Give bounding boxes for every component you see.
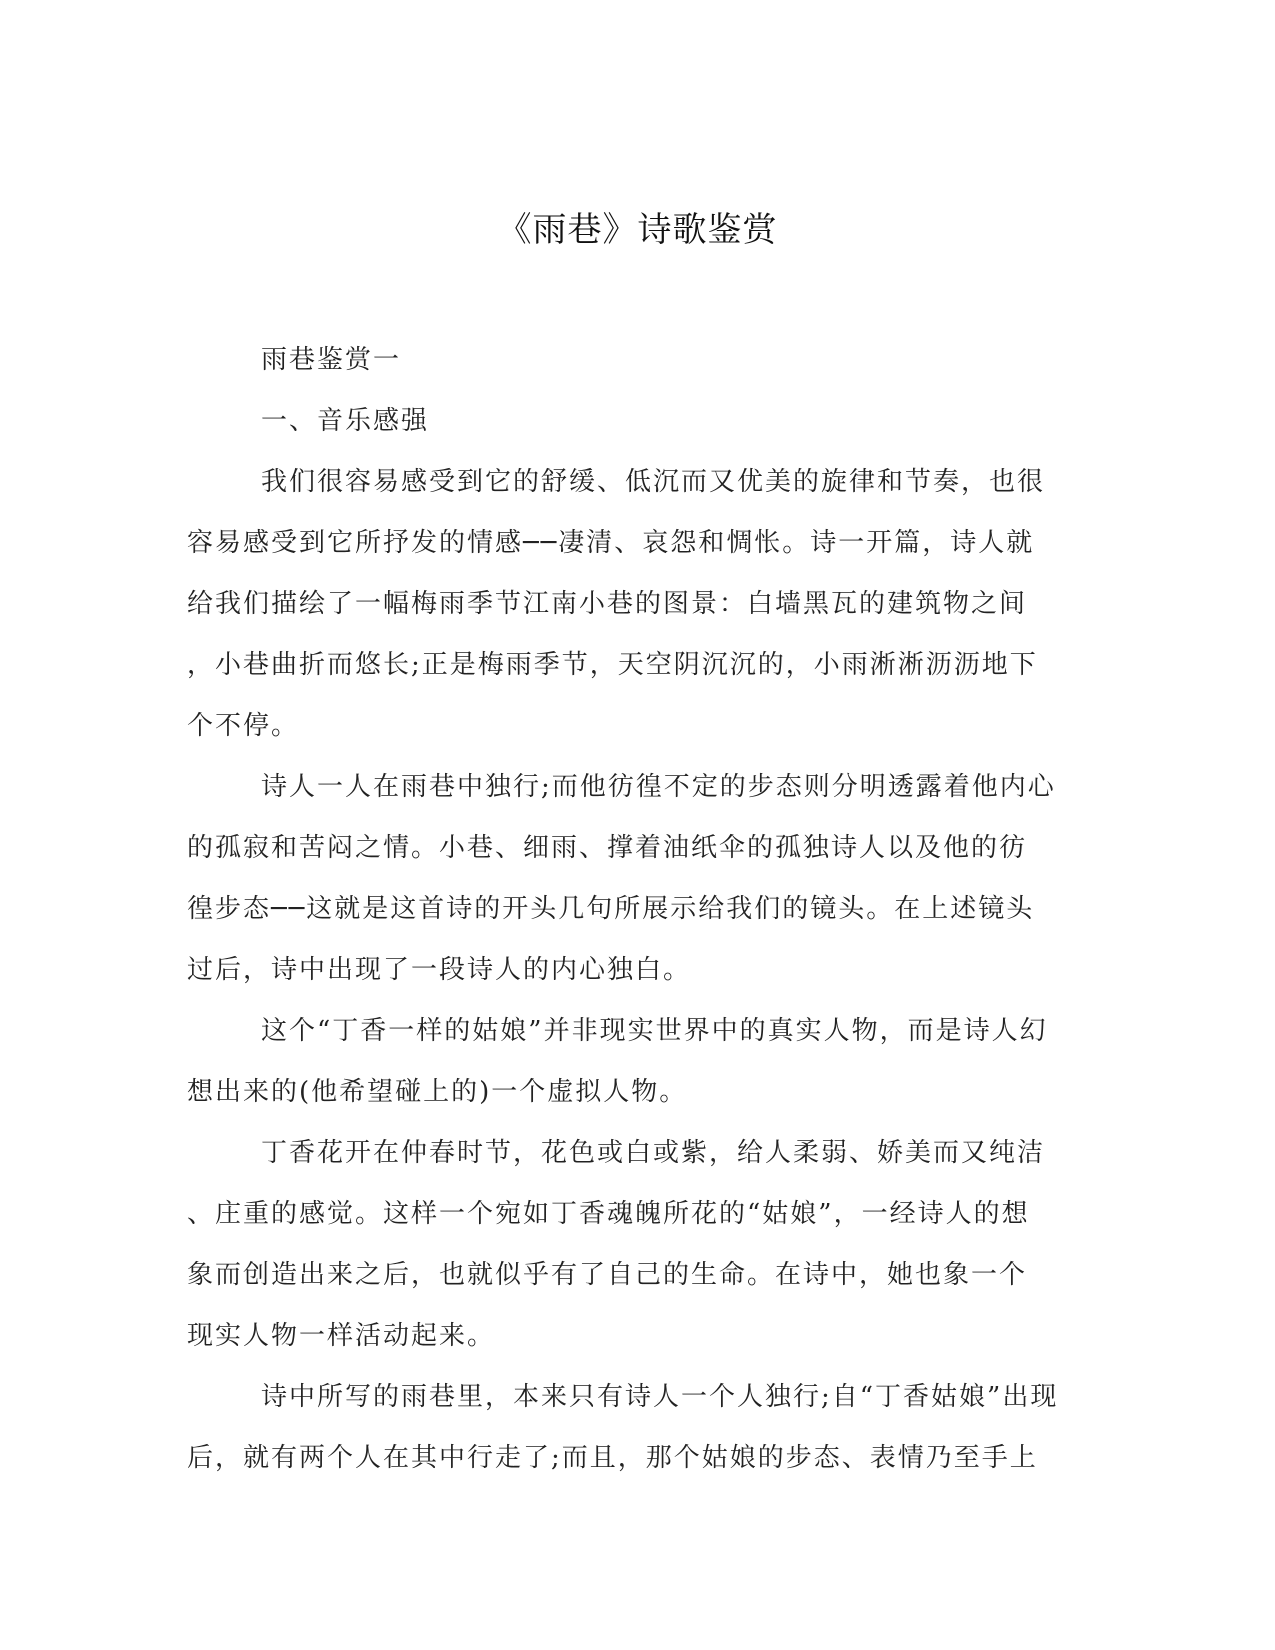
text-line: 我们很容易感受到它的舒缓、低沉而又优美的旋律和节奏，也很 bbox=[261, 467, 1046, 497]
text-line: 、庄重的感觉。这样一个宛如丁香魂魄所花的“姑娘”，一经诗人的想 bbox=[187, 1199, 1030, 1229]
text-line: 想出来的(他希望碰上的)一个虚拟人物。 bbox=[187, 1077, 688, 1107]
text-line: 的孤寂和苦闷之情。小巷、细雨、撑着油纸伞的孤独诗人以及他的彷 bbox=[187, 833, 1028, 863]
text-line: 后，就有两个人在其中行走了;而且，那个姑娘的步态、表情乃至手上 bbox=[187, 1443, 1038, 1473]
text-line: 这个“丁香一样的姑娘”并非现实世界中的真实人物，而是诗人幻 bbox=[261, 1016, 1048, 1046]
text-line: 个不停。 bbox=[187, 711, 300, 741]
text-line: 诗人一人在雨巷中独行;而他彷徨不定的步态则分明透露着他内心 bbox=[261, 772, 1056, 802]
text-line: 过后，诗中出现了一段诗人的内心独白。 bbox=[187, 955, 692, 985]
text-line: 一、音乐感强 bbox=[261, 406, 430, 436]
text-line: 给我们描绘了一幅梅雨季节江南小巷的图景：白墙黑瓦的建筑物之间 bbox=[187, 589, 1028, 619]
text-line: 丁香花开在仲春时节，花色或白或紫，给人柔弱、娇美而又纯洁 bbox=[261, 1138, 1046, 1168]
text-line: 徨步态──这就是这首诗的开头几句所展示给我们的镜头。在上述镜头 bbox=[187, 894, 1035, 924]
text-line: 雨巷鉴赏一 bbox=[261, 345, 402, 375]
text-line: 现实人物一样活动起来。 bbox=[187, 1321, 496, 1351]
page-title: 《雨巷》诗歌鉴赏 bbox=[497, 210, 778, 250]
text-line: 象而创造出来之后，也就似乎有了自己的生命。在诗中，她也象一个 bbox=[187, 1260, 1028, 1290]
text-line: 诗中所写的雨巷里，本来只有诗人一个人独行;自“丁香姑娘”出现 bbox=[261, 1382, 1059, 1412]
text-line: ，小巷曲折而悠长;正是梅雨季节，天空阴沉沉的，小雨淅淅沥沥地下 bbox=[187, 650, 1038, 680]
document-body bbox=[187, 330, 1087, 1489]
text-line: 容易感受到它所抒发的情感──凄清、哀怨和惆怅。诗一开篇，诗人就 bbox=[187, 528, 1035, 558]
